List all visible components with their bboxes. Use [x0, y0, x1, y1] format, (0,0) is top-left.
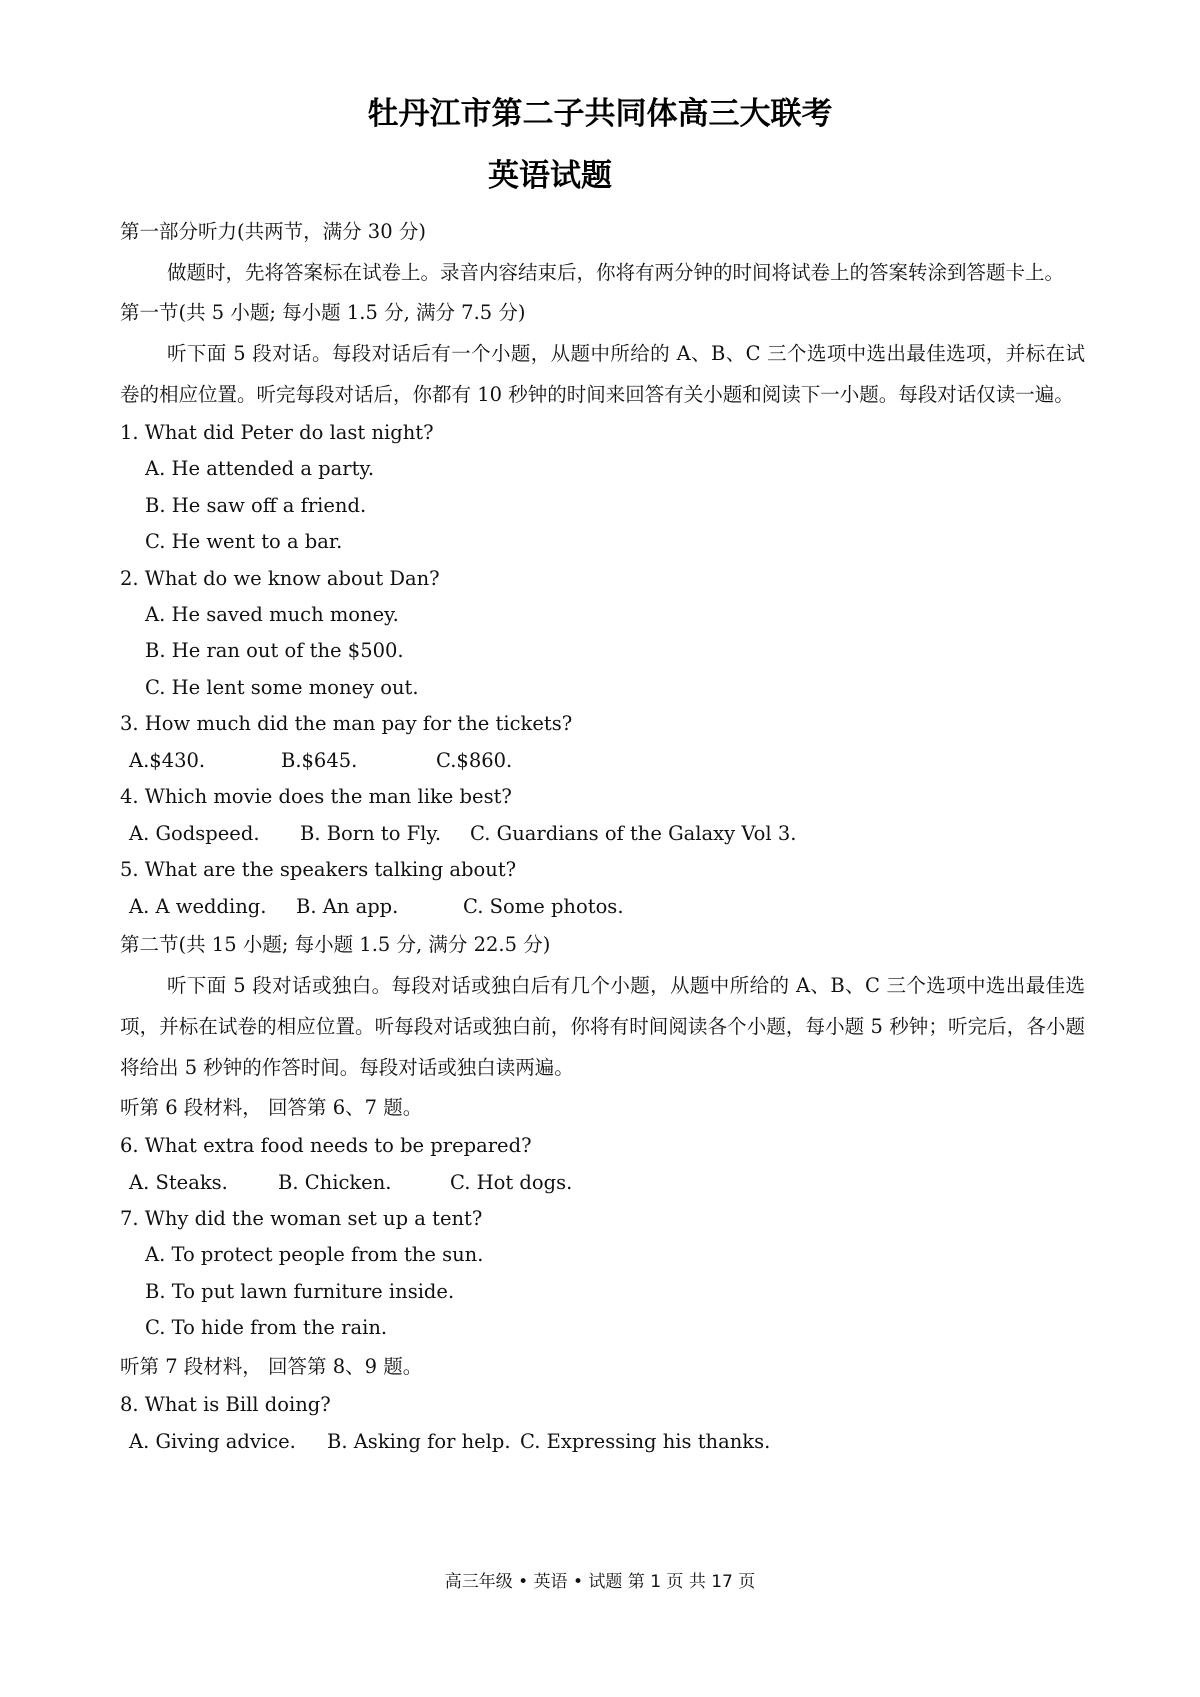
q8-option-a: A. Giving advice.: [129, 1429, 296, 1453]
question-4: 4. Which movie does the man like best?: [120, 785, 512, 808]
question-8: 8. What is Bill doing?: [120, 1392, 331, 1416]
section1-instruction: 听下面 5 段对话。每段对话后有一个小题，从题中所给的 A、B、C 三个选项中选出最佳选项，并标在试卷的相应位置。听完每段对话后，你都有 10 秒钟的时间来回答有关小题和阅读下一小题。每段对话仅读一遍。: [120, 342, 1085, 406]
q8-option-b: B. Asking for help.: [327, 1429, 511, 1453]
material-7-heading: 听第 7 段材料， 回答第 8、9 题。: [120, 1354, 423, 1378]
q3-option-b: B.$645.: [281, 749, 358, 772]
q1-option-b: B. He saw off a friend.: [145, 493, 367, 517]
q5-option-b: B. An app.: [296, 895, 399, 918]
q3-options: [120, 742, 1085, 779]
q1-option-a: A. He attended a party.: [145, 457, 375, 480]
q7-option-a: A. To protect people from the sun.: [145, 1243, 484, 1266]
q3-option-c: C.$860.: [436, 749, 513, 772]
question-1: 1. What did Peter do last night?: [120, 421, 434, 444]
q5-option-c: C. Some photos.: [463, 895, 624, 918]
q5-options: [120, 888, 1085, 925]
q6-option-a: A. Steaks.: [129, 1171, 228, 1194]
q1-option-c: C. He went to a bar.: [145, 530, 343, 553]
part1-heading: 第一部分听力(共两节，满分 30 分): [120, 220, 426, 243]
question-2: 2. What do we know about Dan?: [120, 566, 440, 590]
section1-heading: 第一节(共 5 小题; 每小题 1.5 分, 满分 7.5 分): [120, 301, 526, 324]
q2-option-c: C. He lent some money out.: [145, 675, 419, 699]
exam-subtitle: 英语试题: [488, 158, 612, 194]
q7-option-c: C. To hide from the rain.: [145, 1316, 388, 1339]
q7-option-b: B. To put lawn furniture inside.: [145, 1279, 455, 1303]
q5-option-a: A. A wedding.: [129, 895, 267, 918]
page-footer: 高三年级 • 英语 • 试题 第 1 页 共 17 页: [444, 1572, 756, 1592]
question-3: 3. How much did the man pay for the tickets?: [120, 712, 573, 735]
section2-instruction: 听下面 5 段对话或独白。每段对话或独白后有几个小题，从题中所给的 A、B、C 三个选项中选出最佳选项，并标在试卷的相应位置。听每段对话或独白前，你将有时间阅读各个小题，每小题 5 秒钟；听完后，各小题将给出 5 秒钟的作答时间。每段对话或独白读两遍。: [120, 974, 1085, 1079]
q3-option-a: A.$430.: [129, 749, 206, 772]
q6-options: [120, 1164, 1085, 1201]
q6-option-b: B. Chicken.: [278, 1171, 392, 1194]
q2-option-b: B. He ran out of the $500.: [145, 639, 404, 662]
q8-option-c: C. Expressing his thanks.: [520, 1429, 771, 1453]
q4-options: [120, 815, 1085, 852]
q4-option-c: C. Guardians of the Galaxy Vol 3.: [470, 822, 797, 845]
material-6-heading: 听第 6 段材料， 回答第 6、7 题。: [120, 1096, 423, 1119]
exam-title: 牡丹江市第二子共同体高三大联考: [367, 96, 833, 132]
exam-content: [120, 212, 1085, 1460]
q2-option-a: A. He saved much money.: [145, 602, 399, 626]
question-5: 5. What are the speakers talking about?: [120, 858, 517, 881]
part1-instruction: 做题时，先将答案标在试卷上。录音内容结束后，你将有两分钟的时间将试卷上的答案转涂到答题卡上。: [167, 261, 1065, 284]
question-6: 6. What extra food needs to be prepared?: [120, 1134, 532, 1157]
question-7: 7. Why did the woman set up a tent?: [120, 1207, 483, 1230]
q4-option-a: A. Godspeed.: [129, 822, 260, 845]
section2-heading: 第二节(共 15 小题; 每小题 1.5 分, 满分 22.5 分): [120, 933, 551, 956]
q6-option-c: C. Hot dogs.: [450, 1171, 573, 1194]
q8-options: [120, 1423, 1085, 1460]
q4-option-b: B. Born to Fly.: [300, 822, 442, 845]
